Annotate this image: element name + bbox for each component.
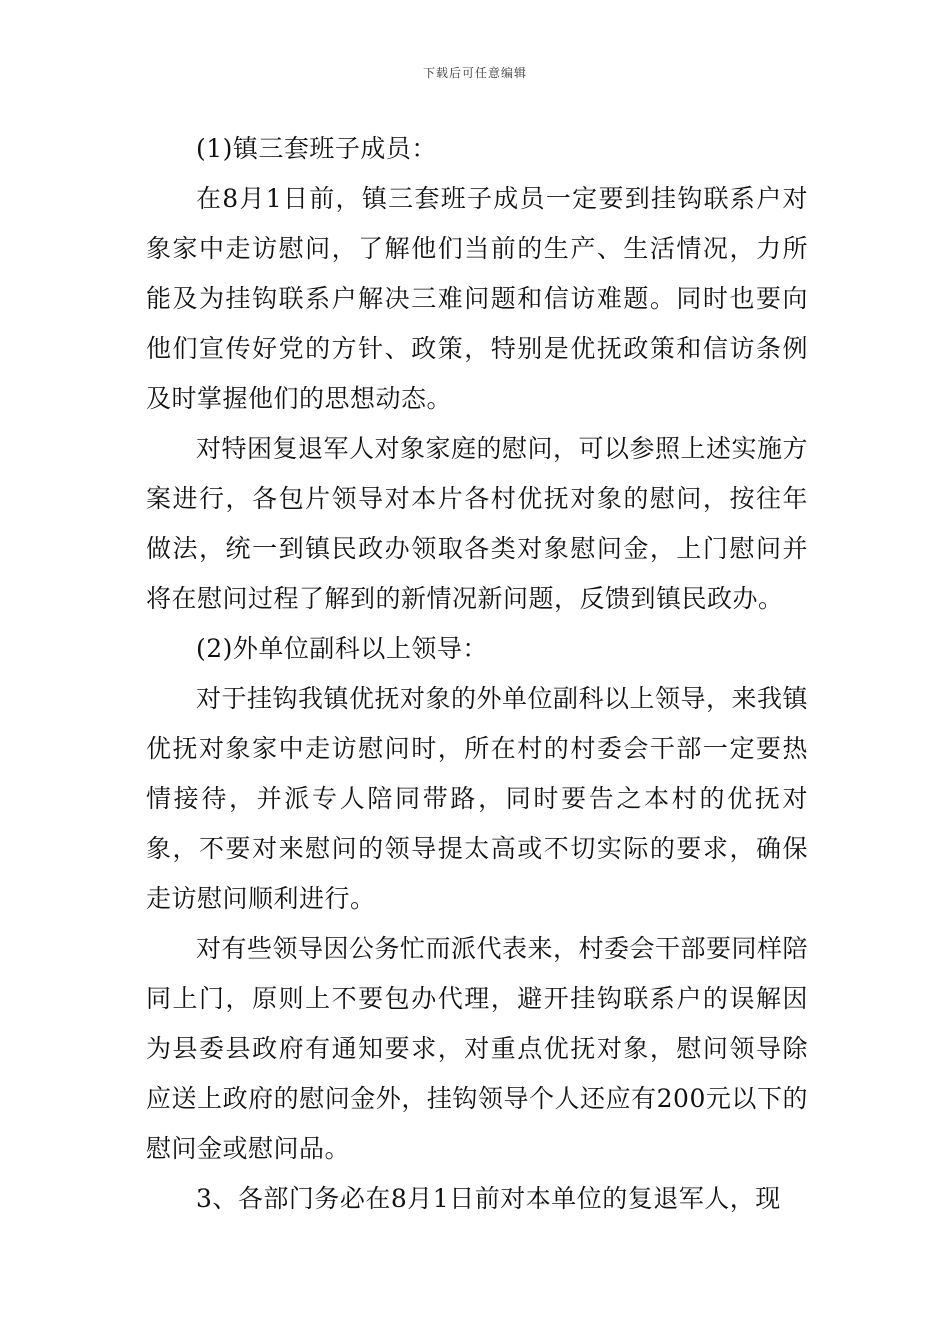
paragraph: 在8月1日前，镇三套班子成员一定要到挂钩联系户对象家中走访慰问，了解他们当前的生产、生活情况，力所能及为挂钩联系户解决三难问题和信访难题。同时也要向他们宣传好党的方针、政策，特别是优抚政策和信访条例及时掌握他们的思想动态。 <box>146 184 808 413</box>
paragraph-heading-2: (2)外单位副科以上领导： <box>196 634 488 663</box>
paragraph: 对有些领导因公务忙而派代表来，村委会干部要同样陪同上门，原则上不要包办代理，避开挂钩联系户的误解因为县委县政府有通知要求，对重点优抚对象，慰问领导除应送上政府的慰问金外，挂钩领导个人还应有200元以下的慰问金或慰问品。 <box>146 934 809 1163</box>
paragraph: 对特困复退军人对象家庭的慰问，可以参照上述实施方案进行，各包片领导对本片各村优抚对象的慰问，按往年做法，统一到镇民政办领取各类对象慰问金，上门慰问并将在慰问过程了解到的新情况新问题，反馈到镇民政办。 <box>146 434 809 613</box>
paragraph: 3、各部门务必在8月1日前对本单位的复退军人，现 <box>196 1184 781 1213</box>
page-header: 下载后可任意编辑 <box>422 66 527 80</box>
paragraph-heading-1: (1)镇三套班子成员： <box>196 134 437 163</box>
document-body <box>146 124 808 1224</box>
paragraph: 对于挂钩我镇优抚对象的外单位副科以上领导，来我镇优抚对象家中走访慰问时，所在村的村委会干部一定要热情接待，并派专人陪同带路，同时要告之本村的优抚对象，不要对来慰问的领导提太高或不切实际的要求，确保走访慰问顺利进行。 <box>146 684 809 913</box>
